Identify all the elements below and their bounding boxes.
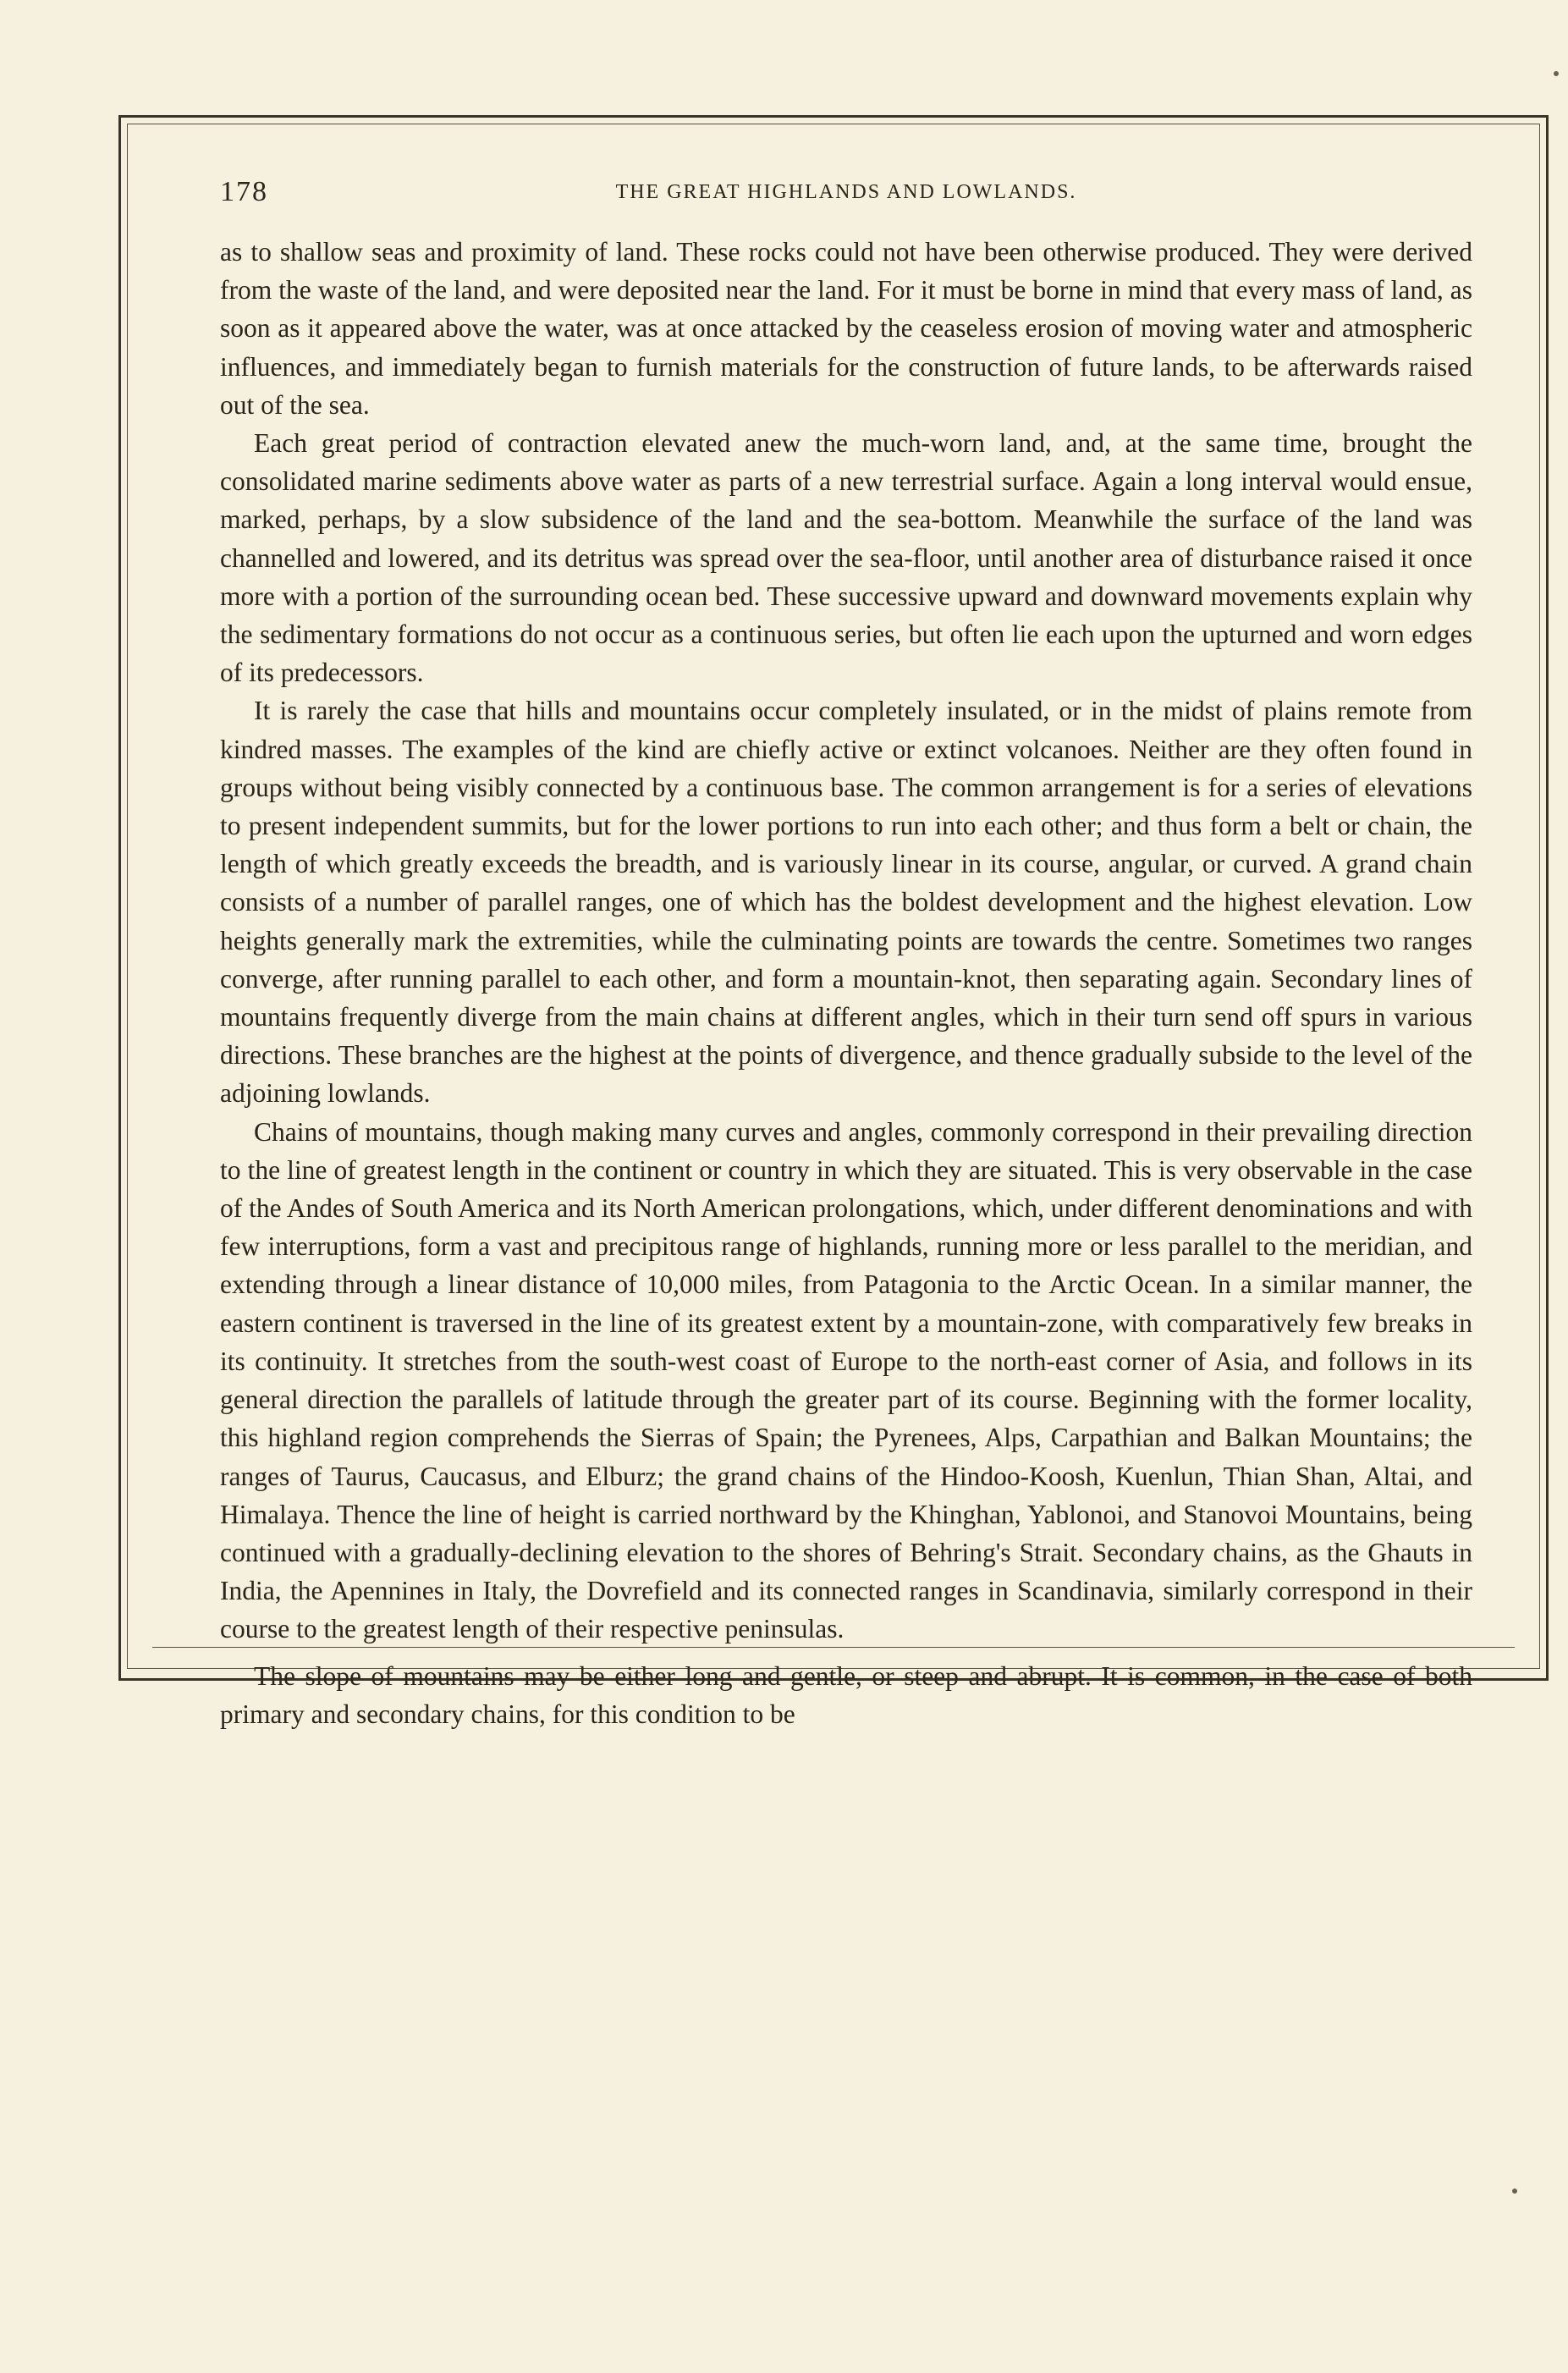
page-number: 178 bbox=[220, 176, 268, 207]
text-body bbox=[220, 233, 1472, 1733]
paper-speck bbox=[1554, 71, 1559, 76]
paragraph: The slope of mountains may be either long and gentle, or steep and abrupt. It is common, in the case of both primary and secondary chains, for this condition to be bbox=[220, 1660, 1472, 1729]
paragraph-continued: as to shallow seas and proximity of land. These rocks could not have been otherwise produced. They were derived from the waste of the land, and were deposited near the land. For it must be borne in mind that every mass of land, as soon as it appeared above the water, was at once attacked by the ceaseless erosion of moving water and atmospheric influences, and immediately began to furnish materials for the construction of future lands, to be afterwards raised out of the sea. bbox=[220, 237, 1472, 420]
running-head: THE GREAT HIGHLANDS AND LOWLANDS. bbox=[615, 181, 1077, 203]
paper-speck bbox=[1512, 2189, 1517, 2194]
paragraph: It is rarely the case that hills and mountains occur completely insulated, or in the midst of plains remote from kindred masses. The examples of the kind are chiefly active or extinct volcanoes. Neither are they often found in groups without being visibly connected by a continuous base. The common arrangement is for a series of elevations to present independent summits, but for the lower portions to run into each other; and thus form a belt or chain, the length of which greatly exceeds the breadth, and is variously linear in its course, angular, or curved. A grand chain consists of a number of parallel ranges, one of which has the boldest development and the highest elevation. Low heights generally mark the extremities, while the culminating points are towards the centre. Sometimes two ranges converge, after running parallel to each other, and form a mountain-knot, then separating again. Secondary lines of mountains frequently diverge from the main chains at different angles, which in their turn send off spurs in various directions. These branches are the highest at the points of divergence, and thence gradually subside to the level of the adjoining lowlands. bbox=[220, 696, 1472, 1109]
paragraph: Each great period of contraction elevated anew the much-worn land, and, at the same time, brought the consolidated marine sediments above water as parts of a new terrestrial surface. Again a long interval would ensue, marked, perhaps, by a slow subsidence of the land and the sea-bottom. Meanwhile the surface of the land was channelled and lowered, and its detritus was spread over the sea-floor, until another area of disturbance raised it once more with a portion of the surrounding ocean bed. These successive upward and downward movements explain why the sedimentary formations do not occur as a continuous series, but often lie each upon the upturned and worn edges of its predecessors. bbox=[220, 428, 1472, 688]
paragraph: Chains of mountains, though making many curves and angles, commonly correspond in their prevailing direction to the line of greatest length in the continent or country in which they are situated. This is very observable in the case of the Andes of South America and its North American prolongations, which, under different denominations and with few interruptions, form a vast and precipitous range of highlands, running more or less parallel to the meridian, and extending through a linear distance of 10,000 miles, from Patagonia to the Arctic Ocean. In a similar manner, the eastern continent is traversed in the line of its greatest extent by a mountain-zone, with comparatively few breaks in its continuity. It stretches from the south-west coast of Europe to the north-east corner of Asia, and follows in its general direction the parallels of latitude through the greater part of its course. Beginning with the former locality, this highland region comprehends the Sierras of Spain; the Pyrenees, Alps, Carpathian and Balkan Mountains; the ranges of Taurus, Caucasus, and Elburz; the grand chains of the Hindoo-Koosh, Kuenlun, Thian Shan, Altai, and Himalaya. Thence the line of height is carried northward by the Khinghan, Yablonoi, and Stanovoi Mountains, being continued with a gradually-declining elevation to the shores of Behring's Strait. Secondary chains, as the Ghauts in India, the Apennines in Italy, the Dovrefield and its connected ranges in Scandinavia, similarly correspond in their course to the greatest length of their respective peninsulas. bbox=[220, 1116, 1472, 1644]
page-header bbox=[220, 176, 1472, 210]
